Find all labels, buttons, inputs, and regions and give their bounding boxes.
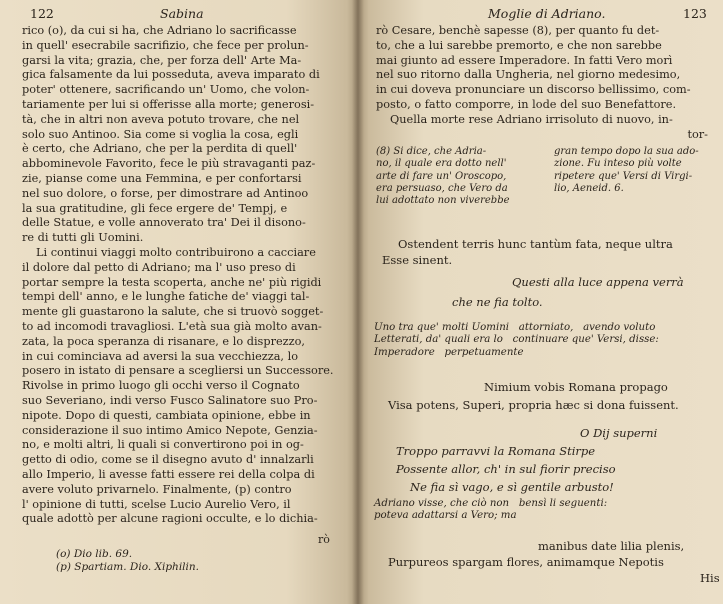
note-line: lio, Aeneid. 6. <box>554 182 624 194</box>
text-line: considerazione il suo intimo Amico Nepote, Genzia- <box>22 423 318 437</box>
text-line: Li continui viaggi molto contribuirono a cacciare <box>36 245 316 259</box>
note-column-1 <box>376 146 554 207</box>
note-line: Adriano visse, che ciò non bensì li seguenti: <box>374 498 608 509</box>
text-line: getto di odio, come se il disegno avuto d' innalzarli <box>22 453 314 467</box>
note-line: Imperadore perpetuamente <box>374 346 524 358</box>
text-line: portar sempre la testa scoperta, anche ne' più rigidi <box>22 275 322 289</box>
text-line: quale adottò per alcune ragioni occulte, e lo dichia- <box>22 512 318 526</box>
note-line: Letterati, da' quali era lo continuare que' Versi, disse: <box>374 334 659 346</box>
verse-line: Possente allor, ch' in sul fiorir preciso <box>396 462 616 476</box>
text-line: mai giunto ad essere Imperadore. In fatti Vero morì <box>376 53 673 67</box>
running-head: Sabina <box>160 6 204 21</box>
verse-line: Troppo parravvi la Romana Stirpe <box>396 444 596 458</box>
text-line: re di tutti gli Uomini. <box>22 231 144 245</box>
text-line: tà, che in altri non aveva potuto trovare, che nel <box>22 112 300 126</box>
text-line: posto, o fatto comporre, in lode del suo Benefattore. <box>376 97 677 111</box>
latin-verse-1 <box>382 236 673 268</box>
text-line: to, che a lui sarebbe premorto, e che non sarebbe <box>376 38 662 52</box>
text-line: nel suo ritorno dalla Ungheria, nel giorno medesimo, <box>376 68 681 82</box>
note-line: no, il quale era dotto nell' <box>376 158 507 170</box>
text-line: in cui doveva pronunciare un discorso bellissimo, com- <box>376 83 691 97</box>
note-line: arte di fare un' Oroscopo, <box>376 170 507 182</box>
left-page <box>0 0 358 604</box>
note-line: zione. Fu inteso più volte <box>554 158 682 170</box>
verse-line: Purpureos spargam flores, animamque Nepotis <box>388 555 664 569</box>
text-line: gica falsamente da lui posseduta, aveva imparato di <box>22 68 320 82</box>
text-line: garsi la vita; grazia, che, per forza dell' Arte Ma- <box>22 53 302 67</box>
text-line: poter' ottenere, sacrificando un' Uomo, che volon- <box>22 83 310 97</box>
note-line: poteva adattarsi a Vero; ma <box>374 510 517 522</box>
note-8 <box>376 146 714 207</box>
text-line: allo Imperio, li avesse fatti essere rei della colpa di <box>22 467 315 481</box>
footnotes <box>56 548 199 574</box>
italian-verse-1 <box>452 272 684 312</box>
verse-line: Ne fia sì vago, e sì gentile arbusto! <box>410 480 614 494</box>
verse-line: Nimium vobis Romana propago <box>484 380 668 394</box>
left-body-text <box>22 24 342 527</box>
verse-line: His <box>700 571 720 585</box>
latin-verse-3 <box>388 538 720 586</box>
text-line: è certo, che Adriano, che per la perdita di quell' <box>22 142 298 156</box>
text-line: l' opinione di tutti, scelse Lucio Aurelio Vero, il <box>22 497 291 511</box>
footnote: (o) Dio lib. 69. <box>56 548 133 560</box>
italian-verse-2 <box>396 424 657 496</box>
text-line: rico (o), da cui si ha, che Adriano lo sacrificasse <box>22 24 297 37</box>
text-line: tor- <box>687 127 708 141</box>
text-line: il dolore dal petto di Adriano; ma l' uso preso di <box>22 260 296 274</box>
note-line: Uno tra que' molti Uomini attorniato, avendo voluto <box>374 322 656 333</box>
text-line: solo suo Antinoo. Sia come si voglia la cosa, egli <box>22 127 299 141</box>
note-line: ripetere que' Versi di Virgi- <box>554 170 693 182</box>
text-line: tariamente per lui si offerisse alla morte; generosi- <box>22 97 315 111</box>
text-line: to ad incomodi travagliosi. L'età sua già molto avan- <box>22 319 322 333</box>
text-line: abbominevole Favorito, fece le più stravaganti paz- <box>22 157 316 171</box>
verse-line: O Dij superni <box>580 426 658 440</box>
right-body-text <box>376 24 708 142</box>
text-line: tempi dell' anno, e le lunghe fatiche de' viaggi tal- <box>22 290 310 304</box>
text-line: la sua gratitudine, gli fece ergere de' Tempj, e <box>22 201 288 215</box>
text-line: Quella morte rese Adriano irrisoluto di nuovo, in- <box>390 112 673 126</box>
verse-line: Visa potens, Superi, propria hæc si dona fuissent. <box>388 398 679 412</box>
text-line: posero in istato di pensare a scegliersi un Successore. <box>22 364 334 378</box>
note-line: lui adottato non viverebbe <box>376 195 510 207</box>
text-line: zie, pianse come una Femmina, e per confortarsi <box>22 171 302 185</box>
text-line: nel suo dolore, o forse, per dimostrare ad Antinoo <box>22 186 309 200</box>
text-line: no, e molti altri, li quali si convertirono poi in og- <box>22 438 304 452</box>
text-line: in quell' esecrabile sacrifizio, che fece per prolun- <box>22 38 309 52</box>
note-line: era persuaso, che Vero da <box>376 182 508 194</box>
verse-line: Questi alla luce appena verrà <box>512 275 684 289</box>
note-prose-3 <box>374 498 607 523</box>
text-line: in cui cominciava ad aversi la sua vecchiezza, lo <box>22 349 299 363</box>
text-line: suo Severiano, indi verso Fusco Salinatore suo Pro- <box>22 393 318 407</box>
catchword: rò <box>318 533 330 546</box>
text-line: delle Statue, e volle annoverato tra' Dei il disono- <box>22 216 306 230</box>
text-line: Rivolse in primo luogo gli occhi verso il Cognato <box>22 379 300 393</box>
verse-line: Ostendent terris hunc tantùm fata, neque ultra <box>398 237 673 251</box>
text-line: rò Cesare, benchè sapesse (8), per quanto fu det- <box>376 24 660 37</box>
verse-line: Esse sinent. <box>382 253 453 267</box>
page-number: 123 <box>683 6 707 21</box>
text-line: nipote. Dopo di questi, cambiata opinione, ebbe in <box>22 408 311 422</box>
footnote: (p) Spartiam. Dio. Xiphilin. <box>56 561 199 573</box>
right-page <box>358 0 723 604</box>
note-prose-2 <box>374 322 659 359</box>
note-column-2 <box>554 146 714 207</box>
page-number: 122 <box>30 6 54 21</box>
book-gutter <box>352 0 364 604</box>
text-line: mente gli guastarono la salute, che si truovò sogget- <box>22 305 324 319</box>
note-line: gran tempo dopo la sua ado- <box>554 146 699 157</box>
note-line: (8) Si dice, che Adria- <box>376 146 487 157</box>
text-line: zata, la poca speranza di risanare, e lo disprezzo, <box>22 334 305 348</box>
latin-verse-2 <box>388 378 679 414</box>
verse-line: che ne fia tolto. <box>452 295 543 309</box>
text-line: avere voluto privarnelo. Finalmente, (p) contro <box>22 482 292 496</box>
running-head: Moglie di Adriano. <box>488 6 606 21</box>
verse-line: manibus date lilia plenis, <box>538 539 685 553</box>
